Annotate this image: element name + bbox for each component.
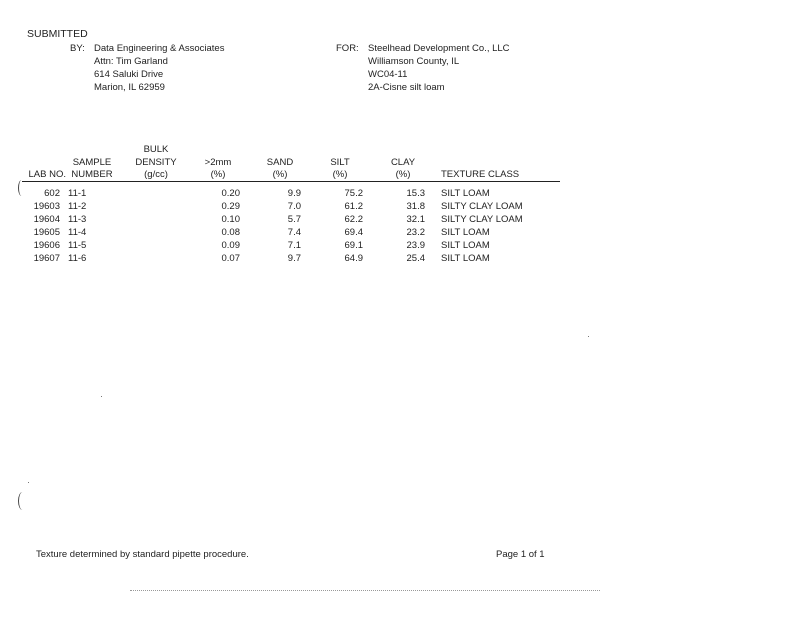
col-header-texture-class: TEXTURE CLASS bbox=[441, 169, 520, 180]
cell-clay: 25.4 bbox=[406, 253, 425, 264]
scan-speck bbox=[101, 396, 102, 397]
cell-lab-no: 19604 bbox=[33, 214, 60, 225]
for-line: Steelhead Development Co., LLC bbox=[368, 43, 510, 54]
cell-sample-number: 11-6 bbox=[68, 253, 87, 264]
for-label: FOR: bbox=[336, 43, 359, 54]
cell-sand: 5.7 bbox=[287, 214, 301, 225]
texture-method-note: Texture determined by standard pipette procedure. bbox=[36, 549, 249, 560]
table-row bbox=[0, 188, 800, 201]
col-header-sand: SAND (%) bbox=[266, 156, 294, 180]
cell-texture-class: SILT LOAM bbox=[441, 188, 490, 199]
header-rule bbox=[22, 181, 560, 182]
for-line: Williamson County, IL bbox=[368, 56, 460, 67]
cell-texture-class: SILT LOAM bbox=[441, 240, 490, 251]
table-row bbox=[0, 227, 800, 240]
page-number: Page 1 of 1 bbox=[496, 549, 545, 560]
cell-silt: 75.2 bbox=[344, 188, 363, 199]
by-line: Data Engineering & Associates bbox=[94, 43, 225, 54]
col-header-bulk-density: BULK DENSITY (g/cc) bbox=[135, 144, 177, 180]
table-row bbox=[0, 240, 800, 253]
cell-silt: 69.4 bbox=[344, 227, 363, 238]
cell-texture-class: SILT LOAM bbox=[441, 227, 490, 238]
cell-sample-number: 11-3 bbox=[68, 214, 87, 225]
cell-gt2mm: 0.29 bbox=[221, 201, 240, 212]
cell-sand: 9.9 bbox=[287, 188, 301, 199]
for-line: 2A-Cisne silt loam bbox=[368, 82, 445, 93]
scan-speck bbox=[28, 482, 29, 483]
col-header-lab: LAB NO. bbox=[28, 169, 66, 180]
cell-gt2mm: 0.20 bbox=[221, 188, 240, 199]
cell-clay: 31.8 bbox=[406, 201, 425, 212]
cell-clay: 32.1 bbox=[406, 214, 425, 225]
cell-silt: 62.2 bbox=[344, 214, 363, 225]
table-row bbox=[0, 214, 800, 227]
scan-artifact-line bbox=[130, 590, 600, 591]
submitted-for-block bbox=[336, 42, 510, 94]
by-line: 614 Saluki Drive bbox=[94, 69, 164, 80]
col-header-gt2mm: >2mm (%) bbox=[204, 156, 232, 180]
cell-lab-no: 19603 bbox=[33, 201, 60, 212]
cell-lab-no: 19607 bbox=[33, 253, 60, 264]
cell-sample-number: 11-1 bbox=[68, 188, 87, 199]
cell-sample-number: 11-5 bbox=[68, 240, 87, 251]
scan-mark bbox=[18, 180, 25, 196]
cell-gt2mm: 0.09 bbox=[221, 240, 240, 251]
cell-lab-no: 19605 bbox=[33, 227, 60, 238]
cell-silt: 69.1 bbox=[344, 240, 363, 251]
cell-sample-number: 11-2 bbox=[68, 201, 87, 212]
cell-texture-class: SILTY CLAY LOAM bbox=[441, 214, 523, 225]
cell-clay: 23.9 bbox=[406, 240, 425, 251]
table-row bbox=[0, 201, 800, 214]
submitted-by-block bbox=[70, 42, 224, 94]
by-line: Attn: Tim Garland bbox=[94, 56, 168, 67]
scan-speck bbox=[588, 336, 589, 337]
cell-lab-no: 19606 bbox=[33, 240, 60, 251]
cell-sample-number: 11-4 bbox=[68, 227, 87, 238]
cell-sand: 7.0 bbox=[287, 201, 301, 212]
by-label: BY: bbox=[70, 43, 85, 54]
cell-sand: 9.7 bbox=[287, 253, 301, 264]
col-header-clay: CLAY (%) bbox=[390, 156, 416, 180]
submitted-label: SUBMITTED bbox=[27, 28, 88, 40]
cell-gt2mm: 0.07 bbox=[221, 253, 240, 264]
cell-texture-class: SILTY CLAY LOAM bbox=[441, 201, 523, 212]
cell-clay: 23.2 bbox=[406, 227, 425, 238]
by-line: Marion, IL 62959 bbox=[94, 82, 165, 93]
cell-gt2mm: 0.10 bbox=[221, 214, 240, 225]
cell-gt2mm: 0.08 bbox=[221, 227, 240, 238]
scan-mark bbox=[18, 492, 27, 510]
cell-silt: 61.2 bbox=[344, 201, 363, 212]
cell-texture-class: SILT LOAM bbox=[441, 253, 490, 264]
table-row bbox=[0, 253, 800, 266]
cell-sand: 7.1 bbox=[287, 240, 301, 251]
cell-lab-no: 602 bbox=[44, 188, 60, 199]
for-line: WC04-11 bbox=[368, 69, 408, 80]
cell-sand: 7.4 bbox=[287, 227, 301, 238]
col-header-sample: SAMPLE NUMBER bbox=[71, 156, 113, 180]
col-header-silt: SILT (%) bbox=[330, 156, 350, 180]
cell-silt: 64.9 bbox=[344, 253, 363, 264]
cell-clay: 15.3 bbox=[406, 188, 425, 199]
